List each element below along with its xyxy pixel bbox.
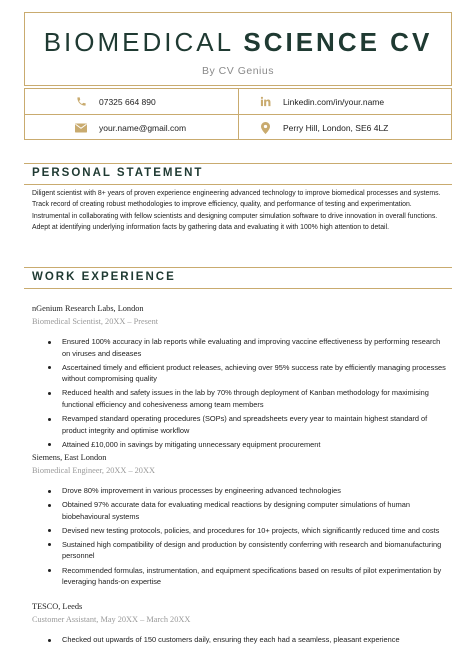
personal-statement-text: Diligent scientist with 8+ years of proven experience engineering advanced technology to improve biomedical processes and systems. Track record of creating robust methodologies to improve efficiency, quality, and performance of testing and experimentation. Instrumental in collaborating with fellow scientists and designing computer simulation software to drive innovation in overall functions. Adept at identifying underlying information facts by gathering data and evaluating it with 100% high attention to detail. <box>32 190 441 231</box>
job-company: nGenium Research Labs, London <box>32 304 144 313</box>
job-role: Biomedical Scientist, 20XX – Present <box>32 317 159 326</box>
contact-phone <box>75 89 156 114</box>
title-bold: SCIENCE CV <box>243 27 433 57</box>
linkedin-icon <box>259 96 271 108</box>
email-link[interactable]: your.name@gmail.com <box>99 122 187 133</box>
page-title <box>25 27 451 58</box>
list-item: Drove 80% improvement in various processes by engineering advanced technologies <box>48 485 450 497</box>
section-title: WORK EXPERIENCE <box>32 271 176 283</box>
header-box <box>24 12 452 86</box>
list-item: Ensured 100% accuracy in lab reports while evaluating and improving vaccine effectiveness by performing research on viruses and diseases <box>48 336 450 359</box>
phone-icon <box>75 96 87 108</box>
subtitle: By CV Genius <box>202 65 274 77</box>
location-pin-icon <box>259 122 271 134</box>
contact-email[interactable] <box>75 115 186 140</box>
list-item: Attained £10,000 in savings by mitigating unnecessary equipment procurement <box>48 439 450 451</box>
contact-linkedin[interactable] <box>259 89 384 114</box>
list-item: Devised new testing protocols, policies, and procedures for 10+ projects, which significantly reduced time and costs <box>48 525 450 537</box>
title-light: BIOMEDICAL <box>43 27 244 57</box>
list-item: Reduced health and safety issues in the lab by 70% through deployment of Kanban methodology for maximising functional efficiency and cohesiveness among team members <box>48 387 450 410</box>
contact-grid <box>24 88 452 140</box>
job-bullets <box>48 336 450 453</box>
contact-location <box>259 115 388 140</box>
section-work-experience <box>24 267 452 289</box>
job-bullets <box>48 485 450 590</box>
job-bullets <box>48 634 450 648</box>
list-item: Obtained 97% accurate data for evaluating medical reactions by designing computer simulations of human biobehavioural systems <box>48 499 450 522</box>
linkedin-link[interactable]: Linkedin.com/in/your.name <box>283 96 385 107</box>
section-title: PERSONAL STATEMENT <box>32 167 204 179</box>
job-company: TESCO, Leeds <box>32 602 83 611</box>
job-role: Biomedical Engineer, 20XX – 20XX <box>32 466 155 475</box>
list-item: Recommended formulas, instrumentation, and equipment specifications based on results of pilot experimentation by leveraging hands-on expertise <box>48 565 450 588</box>
envelope-icon <box>75 122 87 134</box>
phone-text: 07325 664 890 <box>99 96 156 107</box>
job-role: Customer Assistant, May 20XX – March 20XX <box>32 615 191 624</box>
list-item: Revamped standard operating procedures (SOPs) and spreadsheets every year to maintain highest standard of product integrity and optimise workflow <box>48 413 450 436</box>
list-item: Checked out upwards of 150 customers daily, ensuring they each had a seamless, pleasant experience <box>48 634 450 646</box>
location-text: Perry Hill, London, SE6 4LZ <box>283 122 389 133</box>
list-item: Sustained high compatibility of design and production by consistently conferring with research and biomanufacturing personnel <box>48 539 450 562</box>
section-personal-statement <box>24 163 452 185</box>
list-item: Ascertained timely and efficient product releases, achieving over 95% success rate by efficiently managing processes without compromising quality <box>48 362 450 385</box>
job-company: Siemens, East London <box>32 453 107 462</box>
